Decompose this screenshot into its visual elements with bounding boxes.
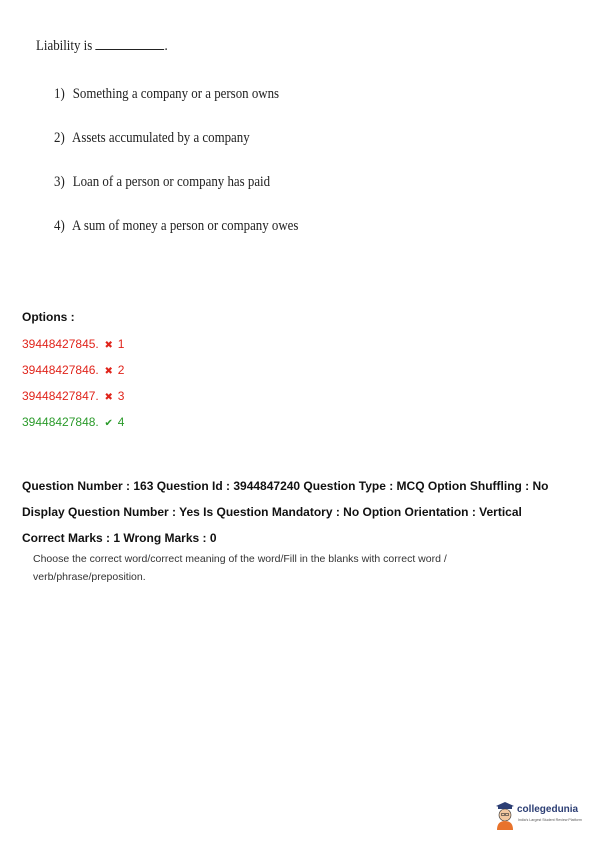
answer-options xyxy=(22,337,124,441)
option-id: 39448427847. xyxy=(22,389,99,403)
question-text: Liability is xyxy=(36,38,93,54)
collegedunia-logo xyxy=(494,802,590,832)
option-number: 3) xyxy=(54,174,65,190)
logo-wordmark: collegedunia xyxy=(517,804,579,815)
option-id: 39448427845. xyxy=(22,337,99,351)
question-metadata xyxy=(22,473,582,551)
question-suffix: . xyxy=(164,38,168,54)
next-question-instruction: Choose the correct word/correct meaning of the word/Fill in the blanks with correct word / verb/phrase/preposition. xyxy=(33,553,447,583)
question-option xyxy=(54,174,298,218)
answer-option-wrong xyxy=(22,337,124,363)
option-text: Loan of a person or company has paid xyxy=(72,174,271,190)
question-options-list xyxy=(54,86,338,262)
question-option xyxy=(54,218,298,262)
option-label: 4 xyxy=(117,415,125,429)
logo-tagline: India's Largest Student Review Platform xyxy=(518,818,582,822)
option-number: 2) xyxy=(54,130,65,146)
check-icon: ✔ xyxy=(104,418,113,429)
option-label: 1 xyxy=(117,337,125,351)
options-heading: Options : xyxy=(22,310,75,324)
student-avatar-icon xyxy=(494,802,516,830)
option-text: Something a company or a person owns xyxy=(72,86,280,102)
question-stem xyxy=(36,38,168,55)
question-option xyxy=(54,86,298,130)
cross-icon: ✖ xyxy=(104,366,113,377)
answer-option-wrong xyxy=(22,363,124,389)
option-label: 2 xyxy=(117,363,125,377)
metadata-marks: Correct Marks : 1 Wrong Marks : 0 xyxy=(22,531,217,545)
cross-icon: ✖ xyxy=(104,340,113,351)
option-number: 4) xyxy=(54,218,65,234)
cross-icon: ✖ xyxy=(104,392,113,403)
option-text: A sum of money a person or company owes xyxy=(72,218,299,234)
answer-option-wrong xyxy=(22,389,124,415)
metadata-line: Question Number : 163 Question Id : 3944847240 Question Type : MCQ Option Shuffling : No xyxy=(22,479,549,493)
option-id: 39448427848. xyxy=(22,415,99,429)
answer-option-correct xyxy=(22,415,124,441)
option-id: 39448427846. xyxy=(22,363,99,377)
fill-blank xyxy=(96,38,165,50)
metadata-line: Display Question Number : Yes Is Question Mandatory : No Option Orientation : Vertical xyxy=(22,505,522,519)
option-text: Assets accumulated by a company xyxy=(72,130,250,146)
question-option xyxy=(54,130,298,174)
option-label: 3 xyxy=(117,389,125,403)
option-number: 1) xyxy=(54,86,65,102)
